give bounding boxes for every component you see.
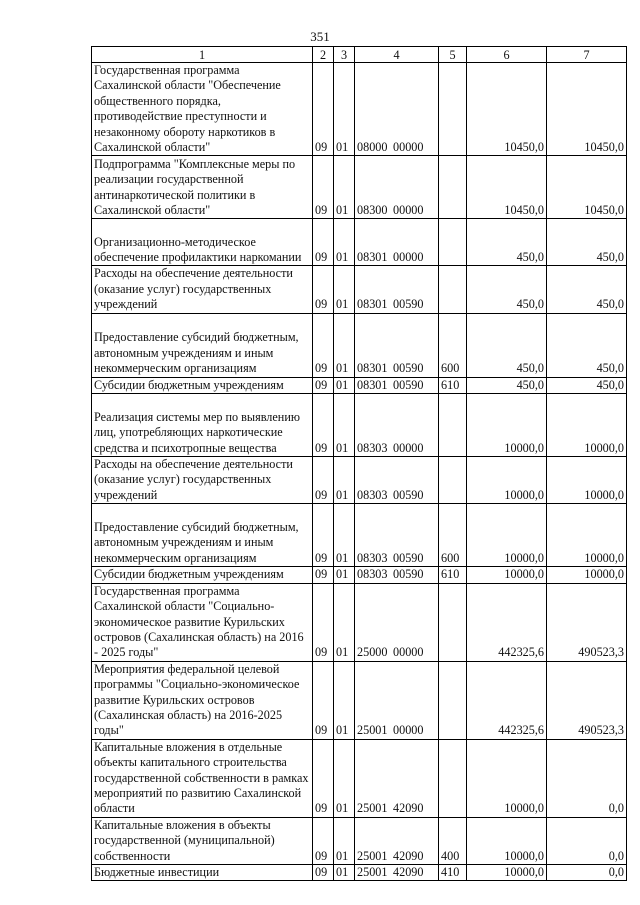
table-row — [92, 567, 627, 583]
section-code-cell: 09 — [313, 266, 334, 313]
subsection-code-cell: 01 — [334, 63, 355, 156]
expense-type-cell — [439, 739, 467, 817]
expense-type-cell — [439, 661, 467, 739]
table-row — [92, 661, 627, 739]
table-row — [92, 583, 627, 661]
program-code-cell — [355, 313, 439, 377]
amount-col6-cell: 442325,6 — [467, 661, 547, 739]
section-code-cell: 09 — [313, 377, 334, 393]
amount-col6-cell: 450,0 — [467, 266, 547, 313]
expense-type-cell — [439, 219, 467, 266]
row-name-cell: Капитальные вложения в объекты государственной (муниципальной) собственности — [92, 817, 313, 864]
amount-col7-cell: 0,0 — [547, 817, 627, 864]
amount-col7-cell: 490523,3 — [547, 583, 627, 661]
subsection-code-cell: 01 — [334, 394, 355, 457]
program-code-cell — [355, 266, 439, 313]
program-code-cell — [355, 504, 439, 567]
program-code-part-b: 42090 — [393, 801, 424, 816]
table-row — [92, 156, 627, 219]
program-code-part-a: 08000 — [357, 140, 388, 155]
amount-col6-cell: 10000,0 — [467, 394, 547, 457]
program-code-part-b: 00590 — [393, 297, 424, 312]
program-code-part-a: 08303 — [357, 550, 388, 565]
table-row — [92, 739, 627, 817]
program-code-part-b: 00590 — [393, 377, 424, 392]
budget-table — [91, 46, 627, 881]
section-code-cell: 09 — [313, 583, 334, 661]
amount-col6-cell: 10450,0 — [467, 63, 547, 156]
expense-type-cell — [439, 457, 467, 504]
subsection-code-cell: 01 — [334, 865, 355, 881]
section-code-cell: 09 — [313, 394, 334, 457]
amount-col7-cell: 10000,0 — [547, 504, 627, 567]
program-code-part-a: 08303 — [357, 487, 388, 502]
program-code-cell — [355, 156, 439, 219]
program-code-part-b: 42090 — [393, 848, 424, 863]
subsection-code-cell: 01 — [334, 583, 355, 661]
table-row — [92, 394, 627, 457]
expense-type-cell: 610 — [439, 377, 467, 393]
program-code-part-b: 00590 — [393, 487, 424, 502]
program-code-part-b: 00590 — [393, 361, 424, 376]
program-code-cell — [355, 394, 439, 457]
section-code-cell: 09 — [313, 457, 334, 504]
program-code-part-a: 25001 — [357, 865, 388, 879]
row-name-cell: Капитальные вложения в отдельные объекты капитального строительства государственной собственности в рамках мероприятий по развитию Сахалинской области — [92, 739, 313, 817]
program-code-cell — [355, 63, 439, 156]
amount-col6-cell: 450,0 — [467, 377, 547, 393]
expense-type-cell — [439, 266, 467, 313]
amount-col7-cell: 10450,0 — [547, 156, 627, 219]
section-code-cell: 09 — [313, 739, 334, 817]
program-code-part-b: 00000 — [393, 723, 424, 738]
subsection-code-cell: 01 — [334, 266, 355, 313]
row-name-cell: Подпрограмма "Комплексные меры по реализации государственной антинаркотической политики в Сахалинской области" — [92, 156, 313, 219]
program-code-cell — [355, 739, 439, 817]
amount-col6-cell: 10000,0 — [467, 457, 547, 504]
amount-col6-cell: 10000,0 — [467, 504, 547, 567]
header-cell: 7 — [547, 47, 627, 63]
row-name-cell: Предоставление субсидий бюджетным, автономным учреждениям и иным некоммерческим организациям — [92, 313, 313, 377]
table-row — [92, 313, 627, 377]
section-code-cell: 09 — [313, 661, 334, 739]
expense-type-cell: 600 — [439, 313, 467, 377]
row-name-cell: Бюджетные инвестиции — [92, 865, 313, 881]
table-row — [92, 377, 627, 393]
program-code-part-a: 08300 — [357, 203, 388, 218]
program-code-cell — [355, 817, 439, 864]
program-code-part-a: 08301 — [357, 297, 388, 312]
program-code-part-a: 08301 — [357, 377, 388, 392]
header-cell: 5 — [439, 47, 467, 63]
row-name-cell: Государственная программа Сахалинской области "Обеспечение общественного порядка, противодействие преступности и незаконному обороту наркотиков в Сахалинской области" — [92, 63, 313, 156]
amount-col6-cell: 450,0 — [467, 313, 547, 377]
program-code-part-b: 00590 — [393, 567, 424, 582]
expense-type-cell: 410 — [439, 865, 467, 881]
amount-col6-cell: 10000,0 — [467, 567, 547, 583]
program-code-part-a: 08301 — [357, 361, 388, 376]
section-code-cell: 09 — [313, 865, 334, 881]
expense-type-cell — [439, 394, 467, 457]
row-name-cell: Расходы на обеспечение деятельности (оказание услуг) государственных учреждений — [92, 266, 313, 313]
amount-col7-cell: 0,0 — [547, 739, 627, 817]
program-code-part-a: 25000 — [357, 645, 388, 660]
subsection-code-cell: 01 — [334, 739, 355, 817]
subsection-code-cell: 01 — [334, 817, 355, 864]
row-name-cell: Расходы на обеспечение деятельности (оказание услуг) государственных учреждений — [92, 457, 313, 504]
subsection-code-cell: 01 — [334, 457, 355, 504]
program-code-part-b: 00590 — [393, 550, 424, 565]
table-row — [92, 63, 627, 156]
expense-type-cell: 610 — [439, 567, 467, 583]
row-name-cell: Государственная программа Сахалинской области "Социально-экономическое развитие Курильских островов (Сахалинская область) на 2016 - 2025 годы" — [92, 583, 313, 661]
header-cell: 6 — [467, 47, 547, 63]
amount-col7-cell: 10000,0 — [547, 457, 627, 504]
table-row — [92, 266, 627, 313]
amount-col7-cell: 450,0 — [547, 219, 627, 266]
amount-col6-cell: 10450,0 — [467, 156, 547, 219]
amount-col6-cell: 10000,0 — [467, 817, 547, 864]
subsection-code-cell: 01 — [334, 219, 355, 266]
table-row — [92, 457, 627, 504]
row-name-cell: Субсидии бюджетным учреждениям — [92, 377, 313, 393]
program-code-part-a: 08303 — [357, 567, 388, 582]
expense-type-cell: 600 — [439, 504, 467, 567]
table-row — [92, 865, 627, 881]
program-code-part-b: 00000 — [393, 440, 424, 455]
row-name-cell: Реализация системы мер по выявлению лиц, употребляющих наркотические средства и психотропные вещества — [92, 394, 313, 457]
section-code-cell: 09 — [313, 504, 334, 567]
header-cell: 3 — [334, 47, 355, 63]
program-code-part-b: 00000 — [393, 140, 424, 155]
subsection-code-cell: 01 — [334, 661, 355, 739]
page-number: 351 — [310, 29, 330, 44]
amount-col7-cell: 10000,0 — [547, 394, 627, 457]
program-code-part-b: 00000 — [393, 203, 424, 218]
amount-col6-cell: 442325,6 — [467, 583, 547, 661]
subsection-code-cell: 01 — [334, 504, 355, 567]
amount-col7-cell: 10450,0 — [547, 63, 627, 156]
section-code-cell: 09 — [313, 219, 334, 266]
amount-col7-cell: 450,0 — [547, 377, 627, 393]
program-code-part-b: 42090 — [393, 865, 424, 879]
program-code-cell — [355, 457, 439, 504]
program-code-part-a: 08301 — [357, 250, 388, 265]
amount-col7-cell: 0,0 — [547, 865, 627, 881]
program-code-part-a: 25001 — [357, 801, 388, 816]
expense-type-cell — [439, 156, 467, 219]
table-row — [92, 504, 627, 567]
expense-type-cell — [439, 583, 467, 661]
program-code-cell — [355, 377, 439, 393]
program-code-part-b: 00000 — [393, 250, 424, 265]
expense-type-cell — [439, 63, 467, 156]
amount-col6-cell: 10000,0 — [467, 739, 547, 817]
section-code-cell: 09 — [313, 567, 334, 583]
section-code-cell: 09 — [313, 156, 334, 219]
amount-col7-cell: 450,0 — [547, 313, 627, 377]
program-code-cell — [355, 661, 439, 739]
section-code-cell: 09 — [313, 313, 334, 377]
program-code-cell — [355, 567, 439, 583]
program-code-cell — [355, 865, 439, 881]
subsection-code-cell: 01 — [334, 377, 355, 393]
amount-col7-cell: 450,0 — [547, 266, 627, 313]
program-code-cell — [355, 219, 439, 266]
amount-col6-cell: 10000,0 — [467, 865, 547, 881]
table-row — [92, 219, 627, 266]
header-row — [92, 47, 627, 63]
table-row — [92, 817, 627, 864]
subsection-code-cell: 01 — [334, 567, 355, 583]
header-cell: 1 — [92, 47, 313, 63]
subsection-code-cell: 01 — [334, 313, 355, 377]
amount-col7-cell: 10000,0 — [547, 567, 627, 583]
row-name-cell: Мероприятия федеральной целевой программы "Социально-экономическое развитие Курильских островов (Сахалинская область) на 2016-2025 годы" — [92, 661, 313, 739]
subsection-code-cell: 01 — [334, 156, 355, 219]
program-code-cell — [355, 583, 439, 661]
program-code-part-a: 08303 — [357, 440, 388, 455]
program-code-part-b: 00000 — [393, 645, 424, 660]
row-name-cell: Предоставление субсидий бюджетным, автономным учреждениям и иным некоммерческим организациям — [92, 504, 313, 567]
expense-type-cell: 400 — [439, 817, 467, 864]
header-cell: 2 — [313, 47, 334, 63]
amount-col7-cell: 490523,3 — [547, 661, 627, 739]
amount-col6-cell: 450,0 — [467, 219, 547, 266]
header-cell: 4 — [355, 47, 439, 63]
program-code-part-a: 25001 — [357, 723, 388, 738]
section-code-cell: 09 — [313, 63, 334, 156]
row-name-cell: Субсидии бюджетным учреждениям — [92, 567, 313, 583]
section-code-cell: 09 — [313, 817, 334, 864]
program-code-part-a: 25001 — [357, 848, 388, 863]
row-name-cell: Организационно-методическое обеспечение профилактики наркомании — [92, 219, 313, 266]
